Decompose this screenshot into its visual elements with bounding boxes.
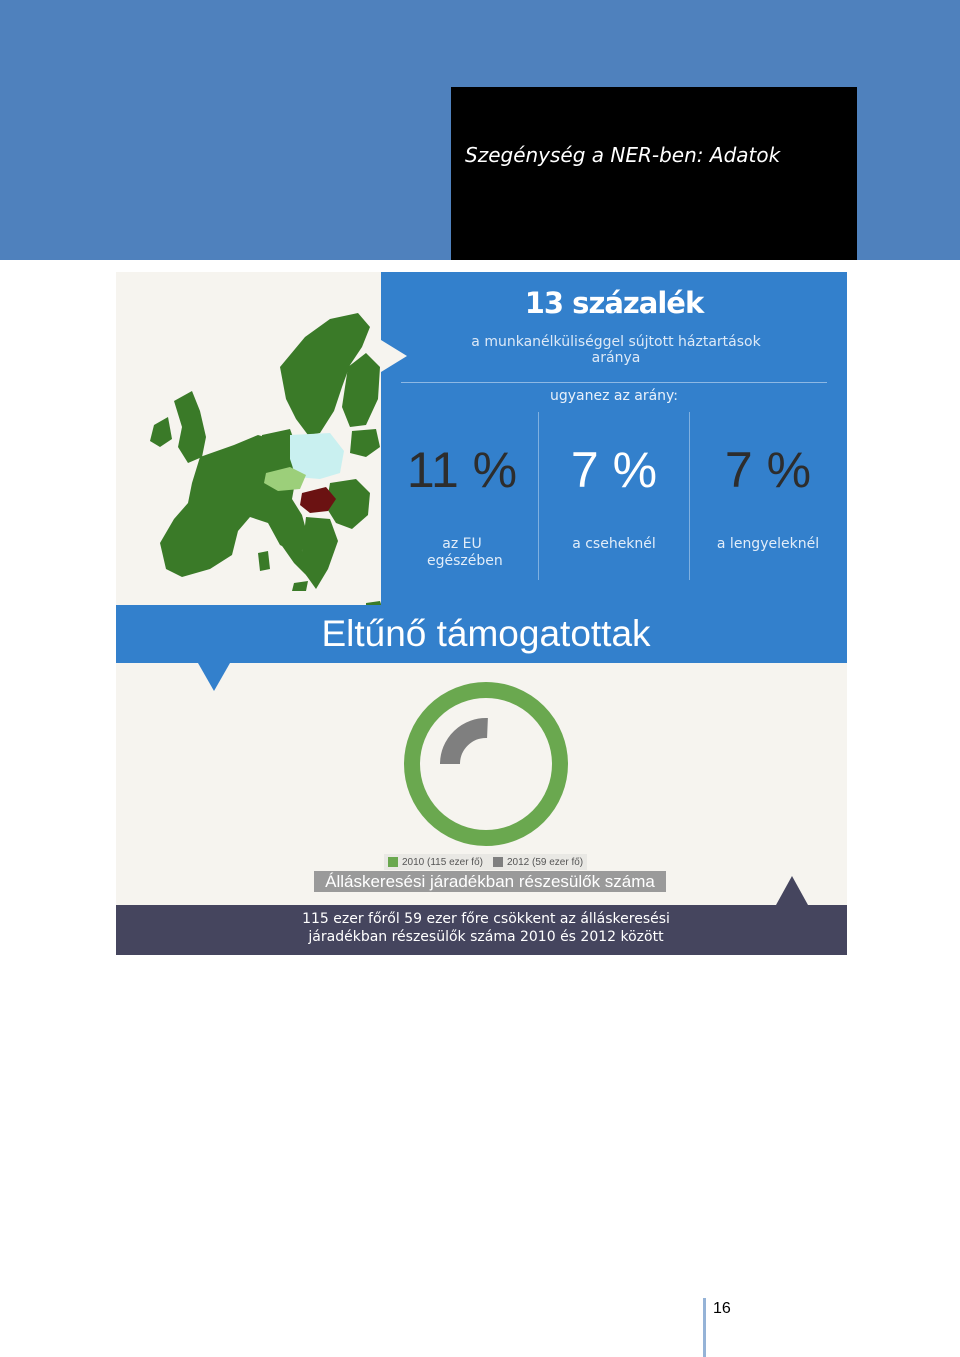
legend-item-2012	[493, 857, 583, 868]
stat-czech	[539, 440, 689, 553]
page-number-rule	[703, 1298, 706, 1357]
banner	[116, 605, 847, 663]
document-header-title: Szegénység a NER-ben: Adatok	[465, 143, 781, 167]
same-ratio-label: ugyanez az arány:	[549, 388, 679, 404]
footer-text: 115 ezer főről 59 ezer főre csökkent az álláskeresési járadékban részesülők száma 2010 és 2012 között	[302, 911, 670, 945]
donut-chart	[396, 674, 576, 854]
infographic	[116, 272, 847, 955]
footer-pointer	[776, 876, 808, 905]
page-number: 16	[713, 1300, 731, 1317]
stat-eu	[387, 440, 537, 570]
headline: 13 százalék	[524, 286, 704, 320]
donut-series-2010	[412, 690, 560, 838]
donut-series-2012	[450, 728, 487, 764]
subheadline: a munkanélküliséggel sújtott háztartások aránya	[471, 334, 761, 366]
legend-label: 2012 (59 ezer fő)	[506, 856, 584, 868]
eu-countries	[150, 313, 382, 607]
divider	[401, 382, 827, 383]
chart-legend	[384, 854, 587, 870]
legend-item-2010	[388, 857, 483, 868]
stat-label: az EU egészében	[427, 536, 503, 569]
infographic-footer	[116, 905, 847, 955]
stats-pointer	[381, 340, 407, 372]
stat-poland	[693, 440, 843, 553]
stat-label: a cseheknél	[572, 536, 656, 552]
stats-panel	[381, 272, 847, 605]
header-box	[451, 87, 857, 260]
chart-caption-text: Álláskeresési járadékban részesülők száma	[325, 872, 655, 891]
chart-caption	[314, 871, 666, 892]
stat-value: 7 %	[570, 442, 658, 498]
banner-title: Eltűnő támogatottak	[321, 613, 651, 654]
legend-label: 2010 (115 ezer fő)	[402, 856, 483, 868]
stat-label: a lengyeleknél	[716, 536, 820, 552]
stat-value: 11 %	[406, 442, 518, 498]
column-divider	[689, 412, 690, 580]
legend-swatch	[388, 857, 398, 867]
legend-swatch	[493, 857, 503, 867]
banner-pointer	[198, 663, 230, 691]
stat-value: 7 %	[724, 442, 812, 498]
europe-map	[130, 307, 390, 607]
